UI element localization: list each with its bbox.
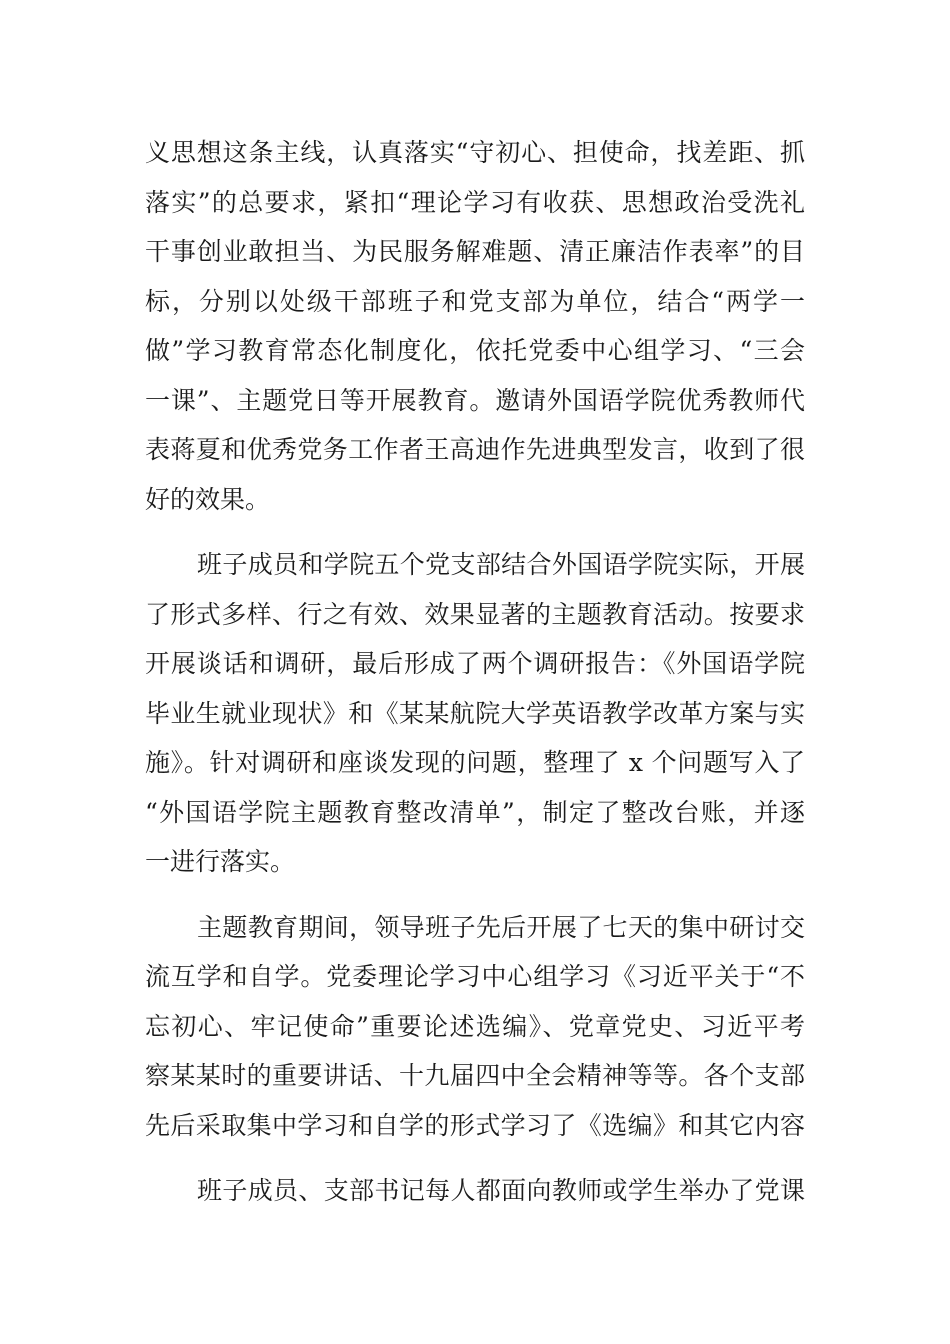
paragraph-1-line-8: 好的效果。 bbox=[145, 485, 271, 514]
paragraph-1-line-2: 落实”的总要求，紧扣“理论学习有收获、思想政治受洗礼 bbox=[145, 188, 805, 217]
paragraph-2-line-6: “外国语学院主题教育整改清单”，制定了整改台账，并逐 bbox=[145, 798, 805, 827]
paragraph-3-line-1: 主题教育期间，领导班子先后开展了七天的集中研讨交 bbox=[197, 913, 805, 942]
paragraph-2-line-4: 毕业生就业现状》和《某某航院大学英语教学改革方案与实 bbox=[145, 699, 805, 728]
paragraph-3-line-5: 先后采取集中学习和自学的形式学习了《选编》和其它内容 bbox=[145, 1111, 805, 1140]
paragraph-4-line-1: 班子成员、支部书记每人都面向教师或学生举办了党课 bbox=[197, 1176, 805, 1205]
paragraph-2-line-2: 了形式多样、行之有效、效果显著的主题教育活动。按要求 bbox=[145, 600, 805, 629]
paragraph-1-line-1: 义思想这条主线，认真落实“守初心、担使命，找差距、抓 bbox=[145, 138, 805, 167]
paragraph-2-line-7: 一进行落实。 bbox=[145, 847, 296, 876]
paragraph-1-line-3: 干事创业敢担当、为民服务解难题、清正廉洁作表率”的目 bbox=[145, 237, 805, 266]
paragraph-3-line-2: 流互学和自学。党委理论学习中心组学习《习近平关于“不 bbox=[145, 962, 805, 991]
paragraph-2-line-5: 施》。针对调研和座谈发现的问题，整理了 x 个问题写入了 bbox=[145, 748, 805, 777]
paragraph-2-line-1: 班子成员和学院五个党支部结合外国语学院实际，开展 bbox=[197, 550, 805, 579]
paragraph-1-line-7: 表蒋夏和优秀党务工作者王高迪作先进典型发言，收到了很 bbox=[145, 435, 805, 464]
paragraph-1-line-5: 做”学习教育常态化制度化，依托党委中心组学习、“三会 bbox=[145, 336, 805, 365]
paragraph-2-line-3: 开展谈话和调研，最后形成了两个调研报告：《外国语学院 bbox=[145, 649, 805, 678]
paragraph-3-line-3: 忘初心、牢记使命”重要论述选编》、党章党史、习近平考 bbox=[145, 1012, 805, 1041]
paragraph-1-line-4: 标，分别以处级干部班子和党支部为单位，结合“两学一 bbox=[145, 287, 805, 316]
paragraph-3-line-4: 察某某时的重要讲话、十九届四中全会精神等等。各个支部 bbox=[145, 1061, 805, 1090]
paragraph-1-line-6: 一课”、主题党日等开展教育。邀请外国语学院优秀教师代 bbox=[145, 386, 805, 415]
